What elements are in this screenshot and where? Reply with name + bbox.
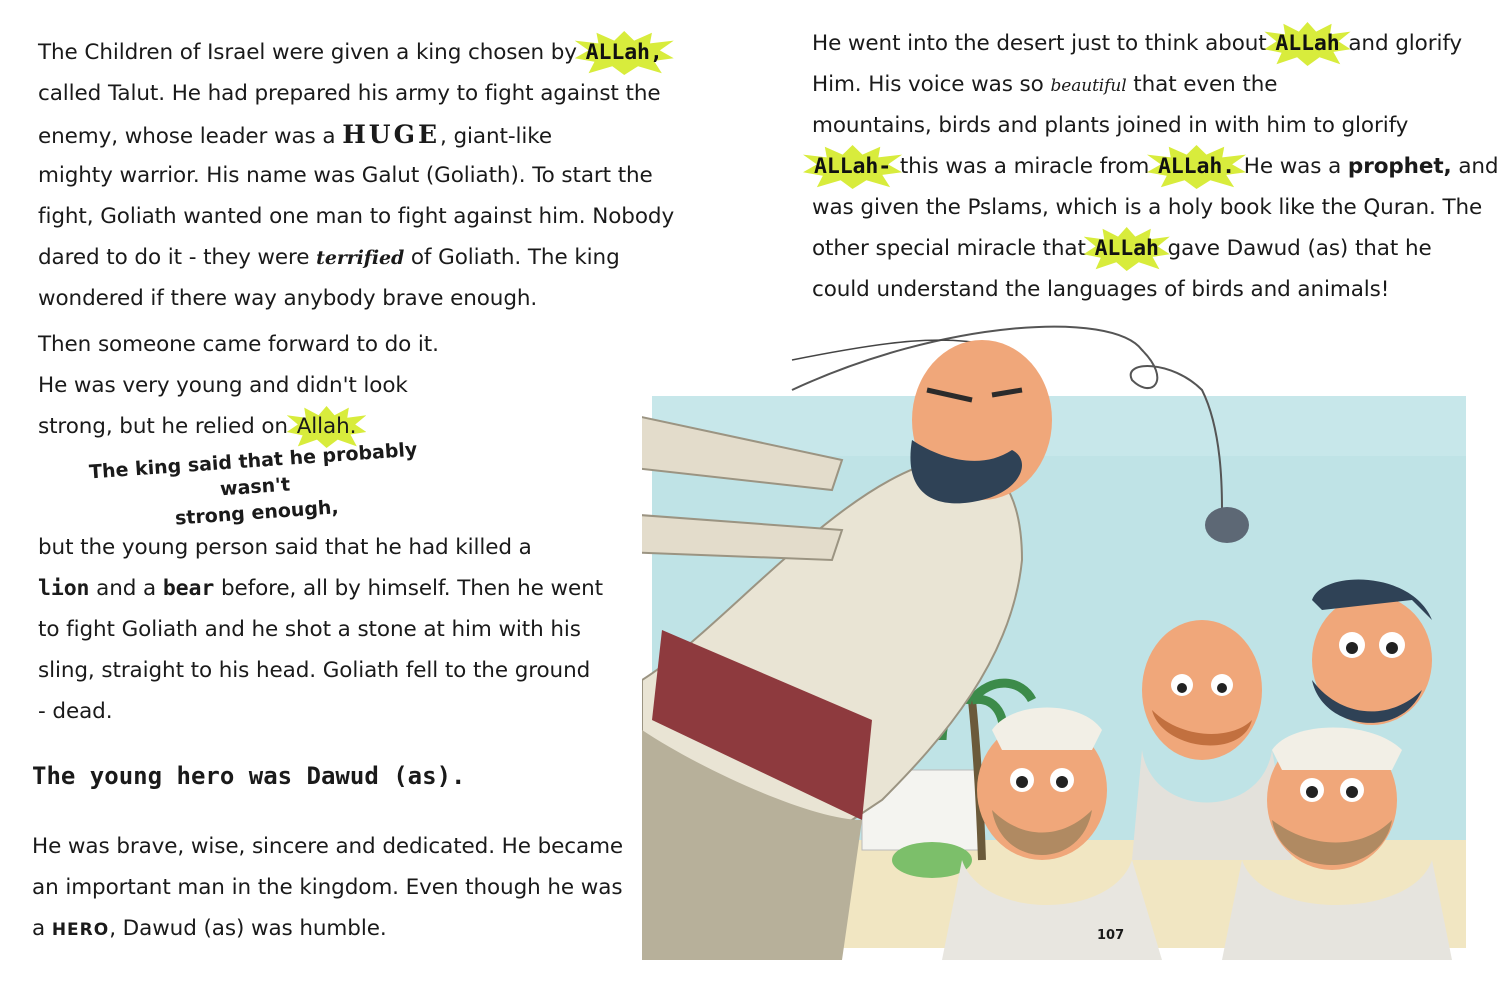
left-p1-line5: fight, Goliath wanted one man to fight against him. Nobody (38, 204, 675, 229)
hero-word: HERO (51, 920, 110, 940)
text: gave Dawud (as) that he (1167, 236, 1432, 261)
right-line2 (812, 70, 1277, 101)
text: The Children of Israel were given a king chosen by (38, 40, 577, 65)
text: a (32, 916, 46, 941)
text: and a (96, 576, 157, 601)
text: , giant-like (440, 124, 552, 149)
left-p3-line1: but the young person said that he had killed a (38, 535, 532, 560)
allah-highlight: Allah. (295, 412, 359, 442)
left-p4-line3 (32, 914, 387, 945)
left-p3-line3: to fight Goliath and he shot a stone at him with his (38, 617, 581, 642)
right-line1 (812, 29, 1462, 59)
right-line5: was given the Pslams, which is a holy book like the Quran. The (812, 195, 1483, 220)
caption-line: The king said that he probably wasn't (88, 438, 418, 501)
prophet-word: prophet, (1347, 154, 1452, 179)
text: Him. His voice was so (812, 72, 1044, 97)
text: enemy, whose leader was a (38, 124, 336, 149)
text: that even the (1133, 72, 1278, 97)
text: , Dawud (as) was humble. (109, 916, 387, 941)
text: strong, but he relied on (38, 414, 288, 439)
allah-highlight: ALLah (1273, 29, 1341, 59)
bear-word: bear (162, 576, 215, 601)
left-p3-line2 (38, 574, 603, 604)
right-line7: could understand the languages of birds and animals! (812, 277, 1390, 302)
allah-highlight: ALLah (1093, 234, 1161, 264)
text: and glorify (1348, 31, 1463, 56)
right-line6 (812, 234, 1432, 264)
left-p3-line4: sling, straight to his head. Goliath fell to the ground (38, 658, 591, 683)
left-p3-line5: - dead. (38, 699, 113, 724)
text: He went into the desert just to think about (812, 31, 1267, 56)
left-p2-line3 (38, 412, 358, 442)
allah-highlight: ALLah. (1156, 152, 1237, 182)
headline: The young hero was Dawud (as). (32, 762, 466, 790)
onlooker-3 (1312, 580, 1432, 725)
left-p4-line2: an important man in the kingdom. Even though he was (32, 875, 623, 900)
text: He was a (1243, 154, 1342, 179)
left-p1-line6 (38, 243, 620, 273)
left-p4-line1: He was brave, wise, sincere and dedicated. He became (32, 834, 624, 859)
text: before, all by himself. Then he went (220, 576, 603, 601)
text: dared to do it - they were (38, 245, 310, 270)
goliath-illustration (642, 300, 1472, 960)
stone (1205, 507, 1249, 543)
text: this was a miracle from (899, 154, 1150, 179)
lion-word: lion (38, 576, 90, 601)
allah-highlight: ALLah, (584, 38, 665, 68)
allah-highlight: ALLah- (812, 152, 893, 182)
left-p1-line3 (38, 120, 552, 152)
terrified-word: terrified (316, 247, 405, 269)
king-said-caption (53, 434, 457, 540)
caption-line: strong enough, (174, 496, 340, 530)
left-p1-line1 (38, 38, 665, 68)
right-line3: mountains, birds and plants joined in with him to glorify (812, 113, 1409, 138)
page-number: 107 (1097, 928, 1125, 943)
text: and (1458, 154, 1499, 179)
left-p2-line1: Then someone came forward to do it. (38, 332, 439, 357)
left-p1-line4: mighty warrior. His name was Galut (Goliath). To start the (38, 163, 653, 188)
left-p2-line2: He was very young and didn't look (38, 373, 408, 398)
right-line4 (812, 152, 1498, 182)
text: other special miracle that (812, 236, 1086, 261)
left-p1-line2: called Talut. He had prepared his army to fight against the (38, 81, 661, 106)
text: of Goliath. The king (410, 245, 620, 270)
huge-word: HUGE (342, 120, 441, 149)
beautiful-word: beautiful (1050, 76, 1127, 96)
left-p1-line7: wondered if there way anybody brave enough. (38, 286, 538, 311)
